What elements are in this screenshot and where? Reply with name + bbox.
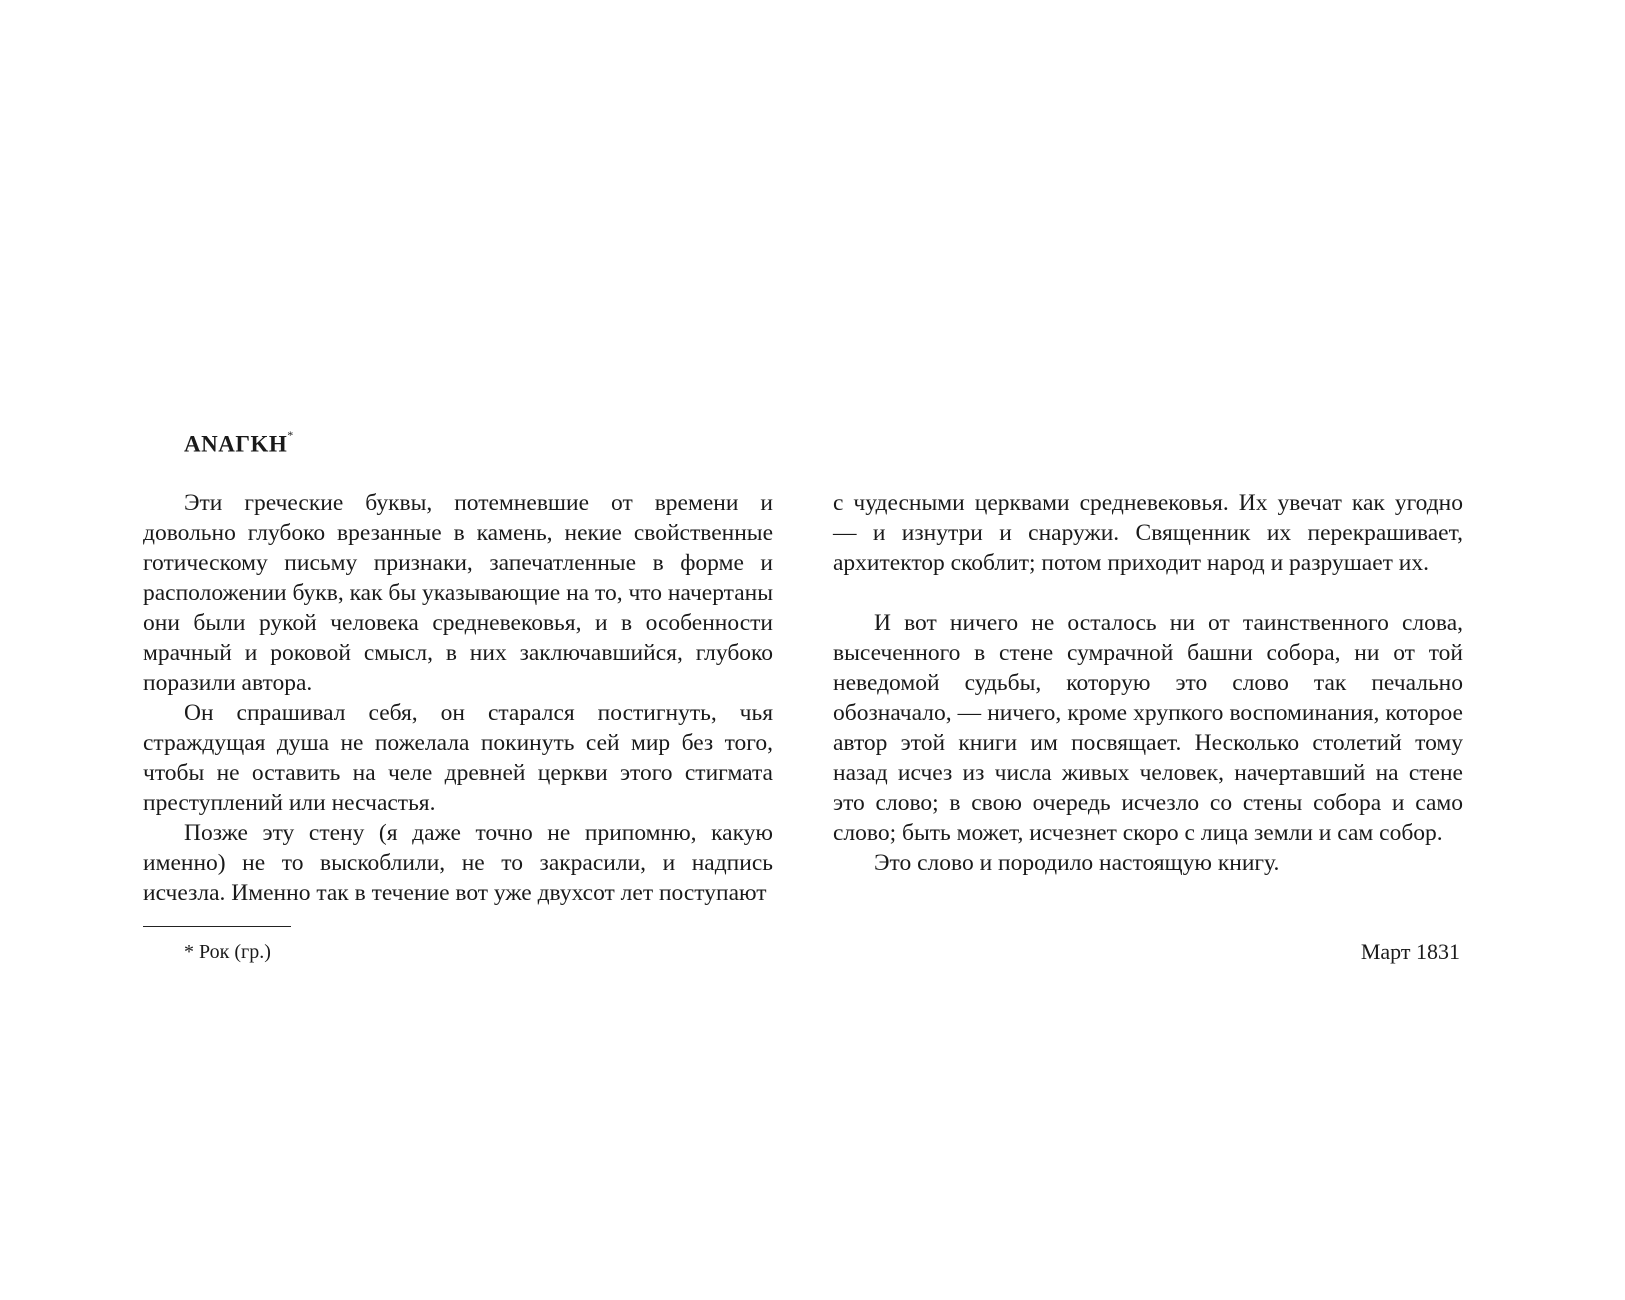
footnote-marker: * bbox=[287, 428, 294, 442]
paragraph-2: Он спрашивал себя, он старался постигнуть, чья страждущая душа не пожелала покинуть сей мир без того, чтобы не оставить на челе древней церкви этого стигмата преступлений или несчастья. bbox=[143, 700, 773, 816]
paragraph-5: Это слово и породило настоящую книгу. bbox=[874, 850, 1280, 876]
paragraph-4: И вот ничего не осталось ни от таинственного слова, высеченного в стене сумрачной башни собора, ни от той неведомой судьбы, которую это слово так печально обозначало, — ничего, кроме хрупкого воспоминания, которое автор этой книги им посвящает. Несколько столетий тому назад исчез из числа живых человек, начертавший на стене это слово; в свою очередь исчезло со стены собора и само слово; быть может, исчезнет скоро с лица земли и сам собор. bbox=[833, 610, 1463, 846]
footnote-divider bbox=[143, 926, 291, 927]
left-column bbox=[143, 488, 773, 908]
date-signature: Март 1831 bbox=[1360, 939, 1460, 964]
paragraph-3: Позже эту стену (я даже точно не припомню, какую именно) не то выскоблили, не то закрасили, и надпись исчезла. Именно так в течение вот уже двухсот лет поступают bbox=[143, 820, 773, 906]
footnote-text: * Рок (гр.) bbox=[184, 941, 271, 963]
right-column bbox=[833, 488, 1463, 878]
paragraph-1: Эти греческие буквы, потемневшие от времени и довольно глубоко врезанные в камень, некие свойственные готическому письму признаки, запечатленные в форме и расположении букв, как бы указывающие на то, что начертаны они были рукой человека средневековья, и в особенности мрачный и роковой смысл, в них заключавшийся, глубоко поразили автора. bbox=[143, 490, 773, 696]
chapter-title bbox=[184, 424, 294, 460]
paragraph-3-continuation: с чудесными церквами средневековья. Их увечат как угодно — и изнутри и снаружи. Священник их перекрашивает, архитектор скоблит; потом приходит народ и разрушает их. bbox=[833, 490, 1463, 576]
chapter-title-text: ΑΝΑΓΚΗ bbox=[184, 431, 288, 457]
